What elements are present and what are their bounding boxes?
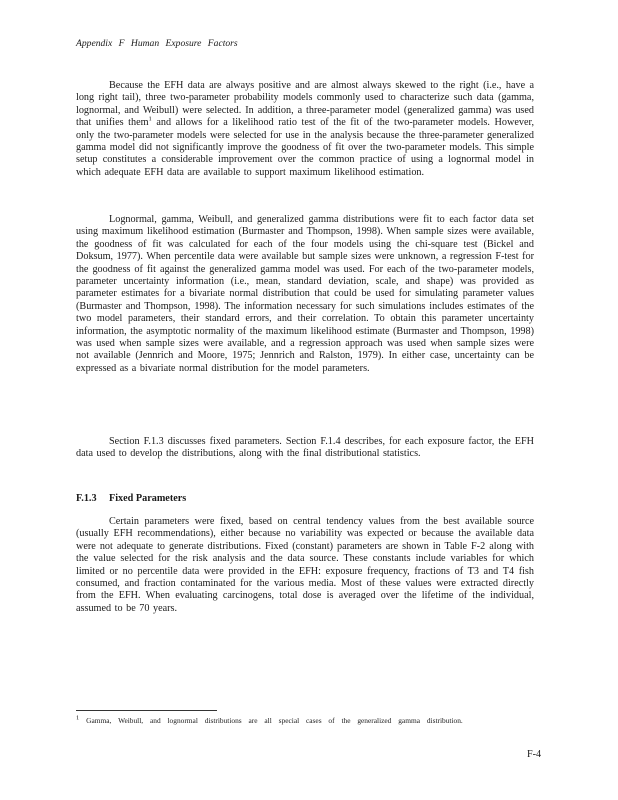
paragraph-fixed-parameters: Certain parameters were fixed, based on central tendency values from the best available source (usually EFH recommendations), either because no variability was expected or because the available data were not adequate to generate distributions. Fixed (constant) parameters are shown in Table F-2 along with the value selected for the risk analysis and the data source. These constants include variables for which limited or no percentile data were provided in the EFH: exposure frequency, fractions of T3 and T4 fish consumed, and fraction contaminated for the various media. Most of these values were extracted directly from the EFH. When evaluating carcinogens, total dose is averaged over the lifetime of the individual, assumed to be 70 years. xyxy=(76,516,534,614)
section-title: Fixed Parameters xyxy=(109,493,187,504)
footnote-marker: 1 xyxy=(76,714,80,722)
section-heading xyxy=(76,493,186,504)
footnote-text: Gamma, Weibull, and lognormal distributions are all special cases of the generalized gamma distribution. xyxy=(86,716,463,725)
section-number: F.1.3 xyxy=(76,493,97,504)
running-head: Appendix F Human Exposure Factors xyxy=(76,38,238,49)
paragraph-text: and allows for a likelihood ratio test of the fit of the two-parameter models. However, only the two-parameter models were selected for use in the analysis because the three-parameter generalized gamma model did not significantly improve the goodness of fit over the two-parameter models. This simple setup constitutes a considerable improvement over the common practice of using a lognormal model in which adequate EFH data are available to support maximum likelihood estimation. xyxy=(76,117,534,178)
paragraph-section-overview: Section F.1.3 discusses fixed parameters. Section F.1.4 describes, for each exposure factor, the EFH data used to develop the distributions, along with the final distributional statistics. xyxy=(76,436,534,460)
footnote xyxy=(76,716,534,725)
page-number: F-4 xyxy=(527,749,542,760)
paragraph-distribution-models xyxy=(76,80,534,179)
footnote-divider xyxy=(76,710,217,711)
footnote-reference: 1 xyxy=(148,115,152,123)
paragraph-text: Because the EFH data are always positive and are almost always skewed to the right (i.e., have a long right tail), three two-parameter probability models commonly used to characterize such data (gamma, lognormal, and Weibull) were selected. In addition, a three-parameter model (generalized gamma) was used that unifies them xyxy=(76,80,534,129)
paragraph-model-fitting: Lognormal, gamma, Weibull, and generalized gamma distributions were fit to each factor data set using maximum likelihood estimation (Burmaster and Thompson, 1998). When sample sizes were available, the goodness of fit was calculated for each of the four models using the chi-square test (Bickel and Doksum, 1977). When percentile data were available but sample sizes were unknown, a regression F-test for the goodness of fit against the generalized gamma model was used. For each of the two-parameter models, parameter uncertainty information (i.e., mean, standard deviation, scale, and shape) was provided as parameter estimates for a bivariate normal distribution that could be used for simulating parameter values (Burmaster and Thompson, 1998). The information necessary for such simulations includes estimates of the two model parameters, their standard errors, and their correlation. To obtain this parameter uncertainty information, the asymptotic normality of the maximum likelihood estimate (Burmaster and Thompson, 1998) was used when sample sizes were available, and a regression approach was used when sample sizes were not available (Jennrich and Moore, 1975; Jennrich and Ralston, 1979). In either case, uncertainty can be expressed as a bivariate normal distribution for the model parameters. xyxy=(76,214,534,374)
